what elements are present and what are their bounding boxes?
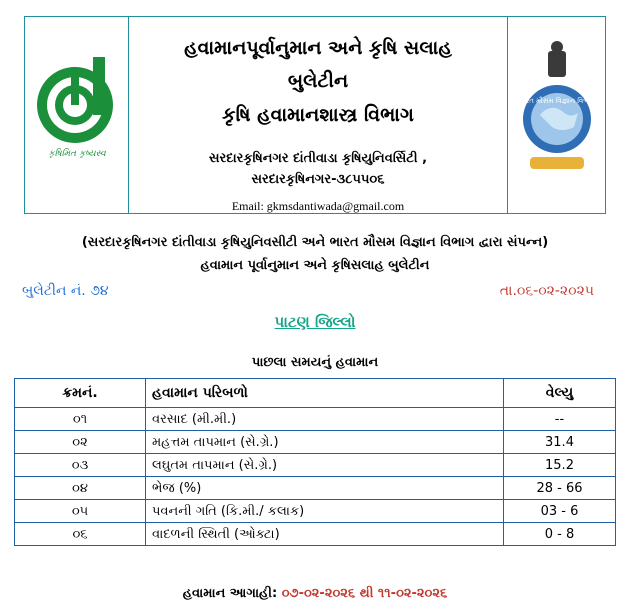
university-logo-caption: કૃષિમિત કૃષ્યસ્વ xyxy=(48,149,106,159)
row-serial-no: ૦૪ xyxy=(15,477,146,500)
header-parameter: હવામાન પરિબળો xyxy=(146,379,504,408)
row-value: 15.2 xyxy=(504,454,616,477)
forecast-line xyxy=(0,586,630,601)
table-row xyxy=(15,454,616,477)
imd-logo xyxy=(507,17,605,213)
forecast-label: હવામાન આગાહી: xyxy=(182,586,278,601)
row-parameter: વરસાદ (મી.મી.) xyxy=(146,408,504,431)
header-email: Email: gkmsdantiwada@gmail.com xyxy=(231,199,405,213)
row-value: 03 - 6 xyxy=(504,500,616,523)
past-weather-title: પાછલા સમયનું હવામાન xyxy=(251,355,379,370)
row-serial-no: ૦૧ xyxy=(15,408,146,431)
header-serial-no: ક્રમનં. xyxy=(15,379,146,408)
row-parameter: લઘુતમ તાપમાન (સે.ગ્રે.) xyxy=(146,454,504,477)
header-title-2: બુલેટીન xyxy=(287,70,349,92)
table-row xyxy=(15,477,616,500)
row-serial-no: ૦૫ xyxy=(15,500,146,523)
imd-emblem-icon xyxy=(508,17,606,213)
header-title-1: હવામાનપૂર્વાનુમાન અને કૃષિ સલાહ xyxy=(184,37,452,59)
header-value: વેલ્યુ xyxy=(504,379,616,408)
imd-logo-caption: ભારત મૌસમ વિજ્ઞાન વિભાગ xyxy=(518,97,596,105)
weather-table xyxy=(14,378,616,546)
row-value: 31.4 xyxy=(504,431,616,454)
table-row xyxy=(15,431,616,454)
university-logo xyxy=(25,17,129,213)
row-parameter: ભેજ (%) xyxy=(146,477,504,500)
row-value: 0 - 8 xyxy=(504,523,616,546)
header-title-3: કૃષિ હવામાનશાસ્ત્ર વિભાગ xyxy=(222,104,414,126)
header-box xyxy=(24,16,606,214)
row-serial-no: ૦૩ xyxy=(15,454,146,477)
forecast-dates: ૦૭-૦૨-૨૦૨૬ થી ૧૧-૦૨-૨૦૨૬ xyxy=(281,586,448,601)
table-row xyxy=(15,408,616,431)
table-row xyxy=(15,500,616,523)
row-parameter: મહત્તમ તાપમાન (સે.ગ્રે.) xyxy=(146,431,504,454)
university-logo-icon xyxy=(25,17,129,213)
table-header-row xyxy=(15,379,616,408)
table-row xyxy=(15,523,616,546)
bulletin-date: તા.૦૬-૦૨-૨૦૨૫ xyxy=(499,283,594,299)
header-address: સરદારકૃષિનગર દાંતીવાડા કૃષિયુનિવર્સિટી , સરદારકૃષિનગર-૩૮૫૫૦૬ xyxy=(208,151,428,187)
bulletin-number: બુલેટીન નં. ૭૪ xyxy=(22,283,109,299)
header-text xyxy=(129,17,507,213)
subtitle-1: (સરદારકૃષિનગર દાંતીવાડા કૃષિયુનિવસીટી અને ભારત મૌસમ વિજ્ઞાન વિભાગ દ્વારા સંપન્ન) xyxy=(81,235,549,250)
row-serial-no: ૦૨ xyxy=(15,431,146,454)
row-value: -- xyxy=(504,408,616,431)
row-serial-no: ૦૬ xyxy=(15,523,146,546)
row-value: 28 - 66 xyxy=(504,477,616,500)
district-title: પાટણ જિલ્લો xyxy=(274,313,356,331)
row-parameter: પવનની ગતિ (કિ.મી./ કલાક) xyxy=(146,500,504,523)
row-parameter: વાદળની સ્થિતી (ઓક્ટા) xyxy=(146,523,504,546)
subtitle-2: હવામાન પૂર્વાનુમાન અને કૃષિસલાહ બુલેટીન xyxy=(200,258,430,273)
